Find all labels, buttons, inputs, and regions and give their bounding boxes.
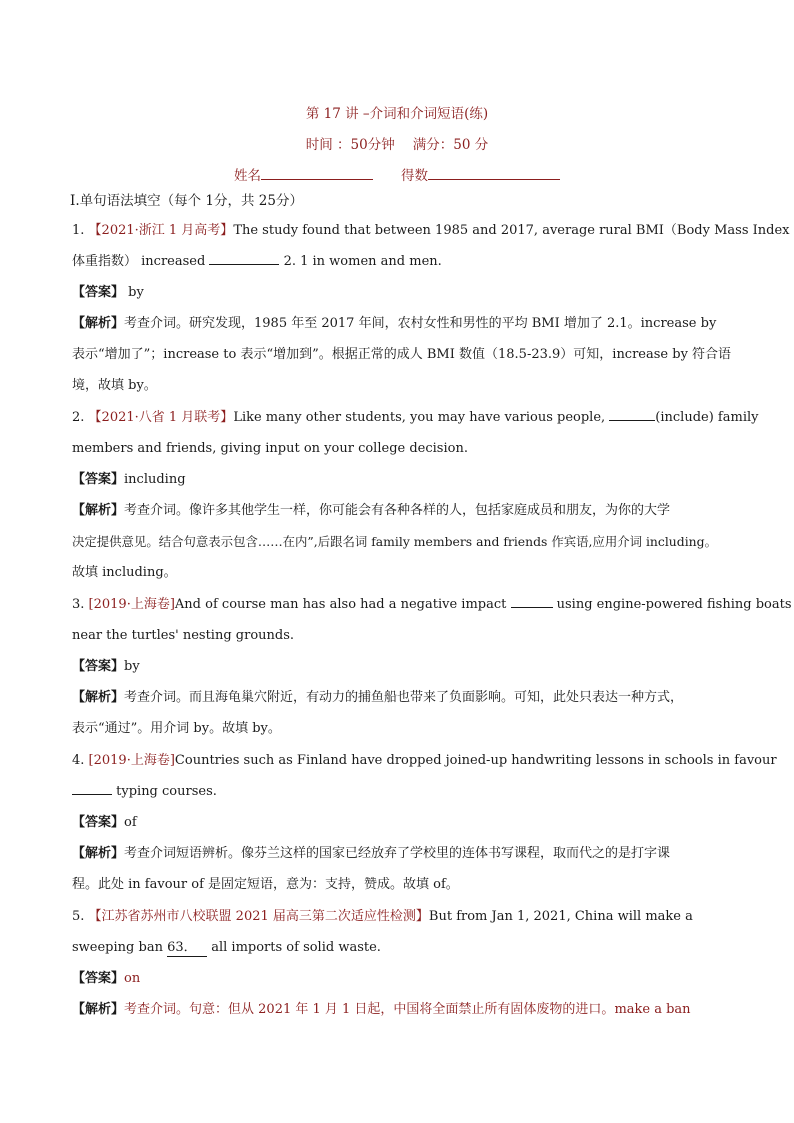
answer-label: 【答案】 [72,815,125,830]
question-number: 3. [72,597,85,612]
analysis-text: 考查介词。研究发现，1985 年至 2017 年间，农村女性和男性的平均 BMI 增加了 2.1。increase by [124,316,717,331]
question-text: But from Jan 1, 2021, China will make a [428,909,693,924]
question-1 [72,215,790,401]
analysis-text: 考查介词。像许多其他学生一样，你可能会有各种各样的人，包括家庭成员和朋友，为你的大学 [124,503,671,518]
question-text: using engine-powered fishing boats [556,597,792,612]
question-source: 【2021·浙江 1 月高考】 [88,223,234,238]
question-text: 体重指数） increased [72,254,206,269]
name-blank[interactable] [261,165,373,180]
score-blank[interactable] [428,165,560,180]
exam-meta [0,133,794,153]
analysis-label: 【解析】 [72,846,125,861]
analysis-label: 【解析】 [72,503,125,518]
question-text: typing courses. [116,784,217,799]
score-got-label: 得数 [401,168,428,184]
question-source: [2019·上海卷] [88,597,175,612]
analysis-text: 考查介词。句意：但从 2021 年 1 月 1 日起，中国将全面禁止所有固体废物的进口。 [124,1002,615,1017]
analysis-label: 【解析】 [72,316,125,331]
question-source: [2019·上海卷] [88,753,175,768]
time-label: 时间 ：50分钟 [305,137,395,153]
answer-value: including [124,472,186,487]
blank-number: 63． [167,940,197,955]
answer-blank[interactable] [72,780,112,795]
analysis-text: 境，故填 by。 [72,378,157,393]
analysis-text: 程。此处 in favour of 是固定短语，意为：支持，赞成。故填 of。 [72,877,459,892]
question-number: 2. [72,410,85,425]
analysis-text: 考查介词。而且海龟巢穴附近，有动力的捕鱼船也带来了负面影响。可知，此处只表达一种方式， [124,690,684,705]
answer-value: by [124,659,140,674]
question-text: And of course man has also had a negative impact [174,597,507,612]
answer-value: of [124,815,137,830]
question-number: 1. [72,223,85,238]
analysis-text: 考查介词短语辨析。像芬兰这样的国家已经放弃了学校里的连体书写课程，取而代之的是打字课 [124,846,671,861]
analysis-text: 故填 including。 [72,565,177,580]
question-3 [72,589,792,744]
answer-value: on [124,971,141,986]
page-title: 第 17 讲 –介词和介词短语(练) [305,106,489,122]
question-source: 【江苏省苏州市八校联盟 2021 届高三第二次适应性检测】 [88,909,429,924]
question-text: near the turtles' nesting grounds. [72,628,295,643]
question-text: all imports of solid waste. [211,940,381,955]
question-text: members and friends, giving input on your college decision. [72,441,468,456]
question-number: 5. [72,909,85,924]
question-text: (include) family [655,410,759,425]
analysis-text: make a ban [614,1002,691,1017]
answer-blank[interactable] [609,406,655,421]
answer-blank[interactable] [209,250,279,265]
question-text: Countries such as Finland have dropped joined-up handwriting lessons in schools in favour [174,753,777,768]
analysis-text: 表示“通过”。用介词 by。故填 by。 [72,721,281,736]
section-title: Ⅰ.单句语法填空（每个 1分，共 25分） [70,193,303,209]
analysis-label: 【解析】 [72,1002,125,1017]
question-text: 2. 1 in women and men. [283,254,442,269]
name-label: 姓名 [234,168,261,184]
question-text: Like many other students, you may have various people, [233,410,606,425]
question-5 [72,901,724,1025]
question-4 [72,745,777,900]
analysis-text: 表示“增加了”；increase to 表示“增加到”。根据正常的成人 BMI 数值（18.5-23.9）可知，increase by 符合语 [72,347,732,362]
answer-label: 【答案】 [72,971,125,986]
answer-label: 【答案】 [72,472,125,487]
answer-blank[interactable] [511,593,553,608]
answer-value: by [128,285,144,300]
name-score-row [0,164,794,184]
question-2 [72,402,759,588]
question-text: The study found that between 1985 and 2017, average rural BMI（Body Mass Index [233,223,790,238]
analysis-label: 【解析】 [72,690,125,705]
analysis-text: 决定提供意见。结合句意表示包含……在内”,后跟名词 family members and friends 作宾语,应用介词 including。 [72,534,717,549]
answer-label: 【答案】 [72,285,125,300]
question-source: 【2021·八省 1 月联考】 [88,410,234,425]
answer-blank[interactable] [167,940,207,957]
question-text: sweeping ban [72,940,163,955]
question-number: 4. [72,753,85,768]
answer-label: 【答案】 [72,659,125,674]
score-label: 满分：50 分 [412,137,489,153]
